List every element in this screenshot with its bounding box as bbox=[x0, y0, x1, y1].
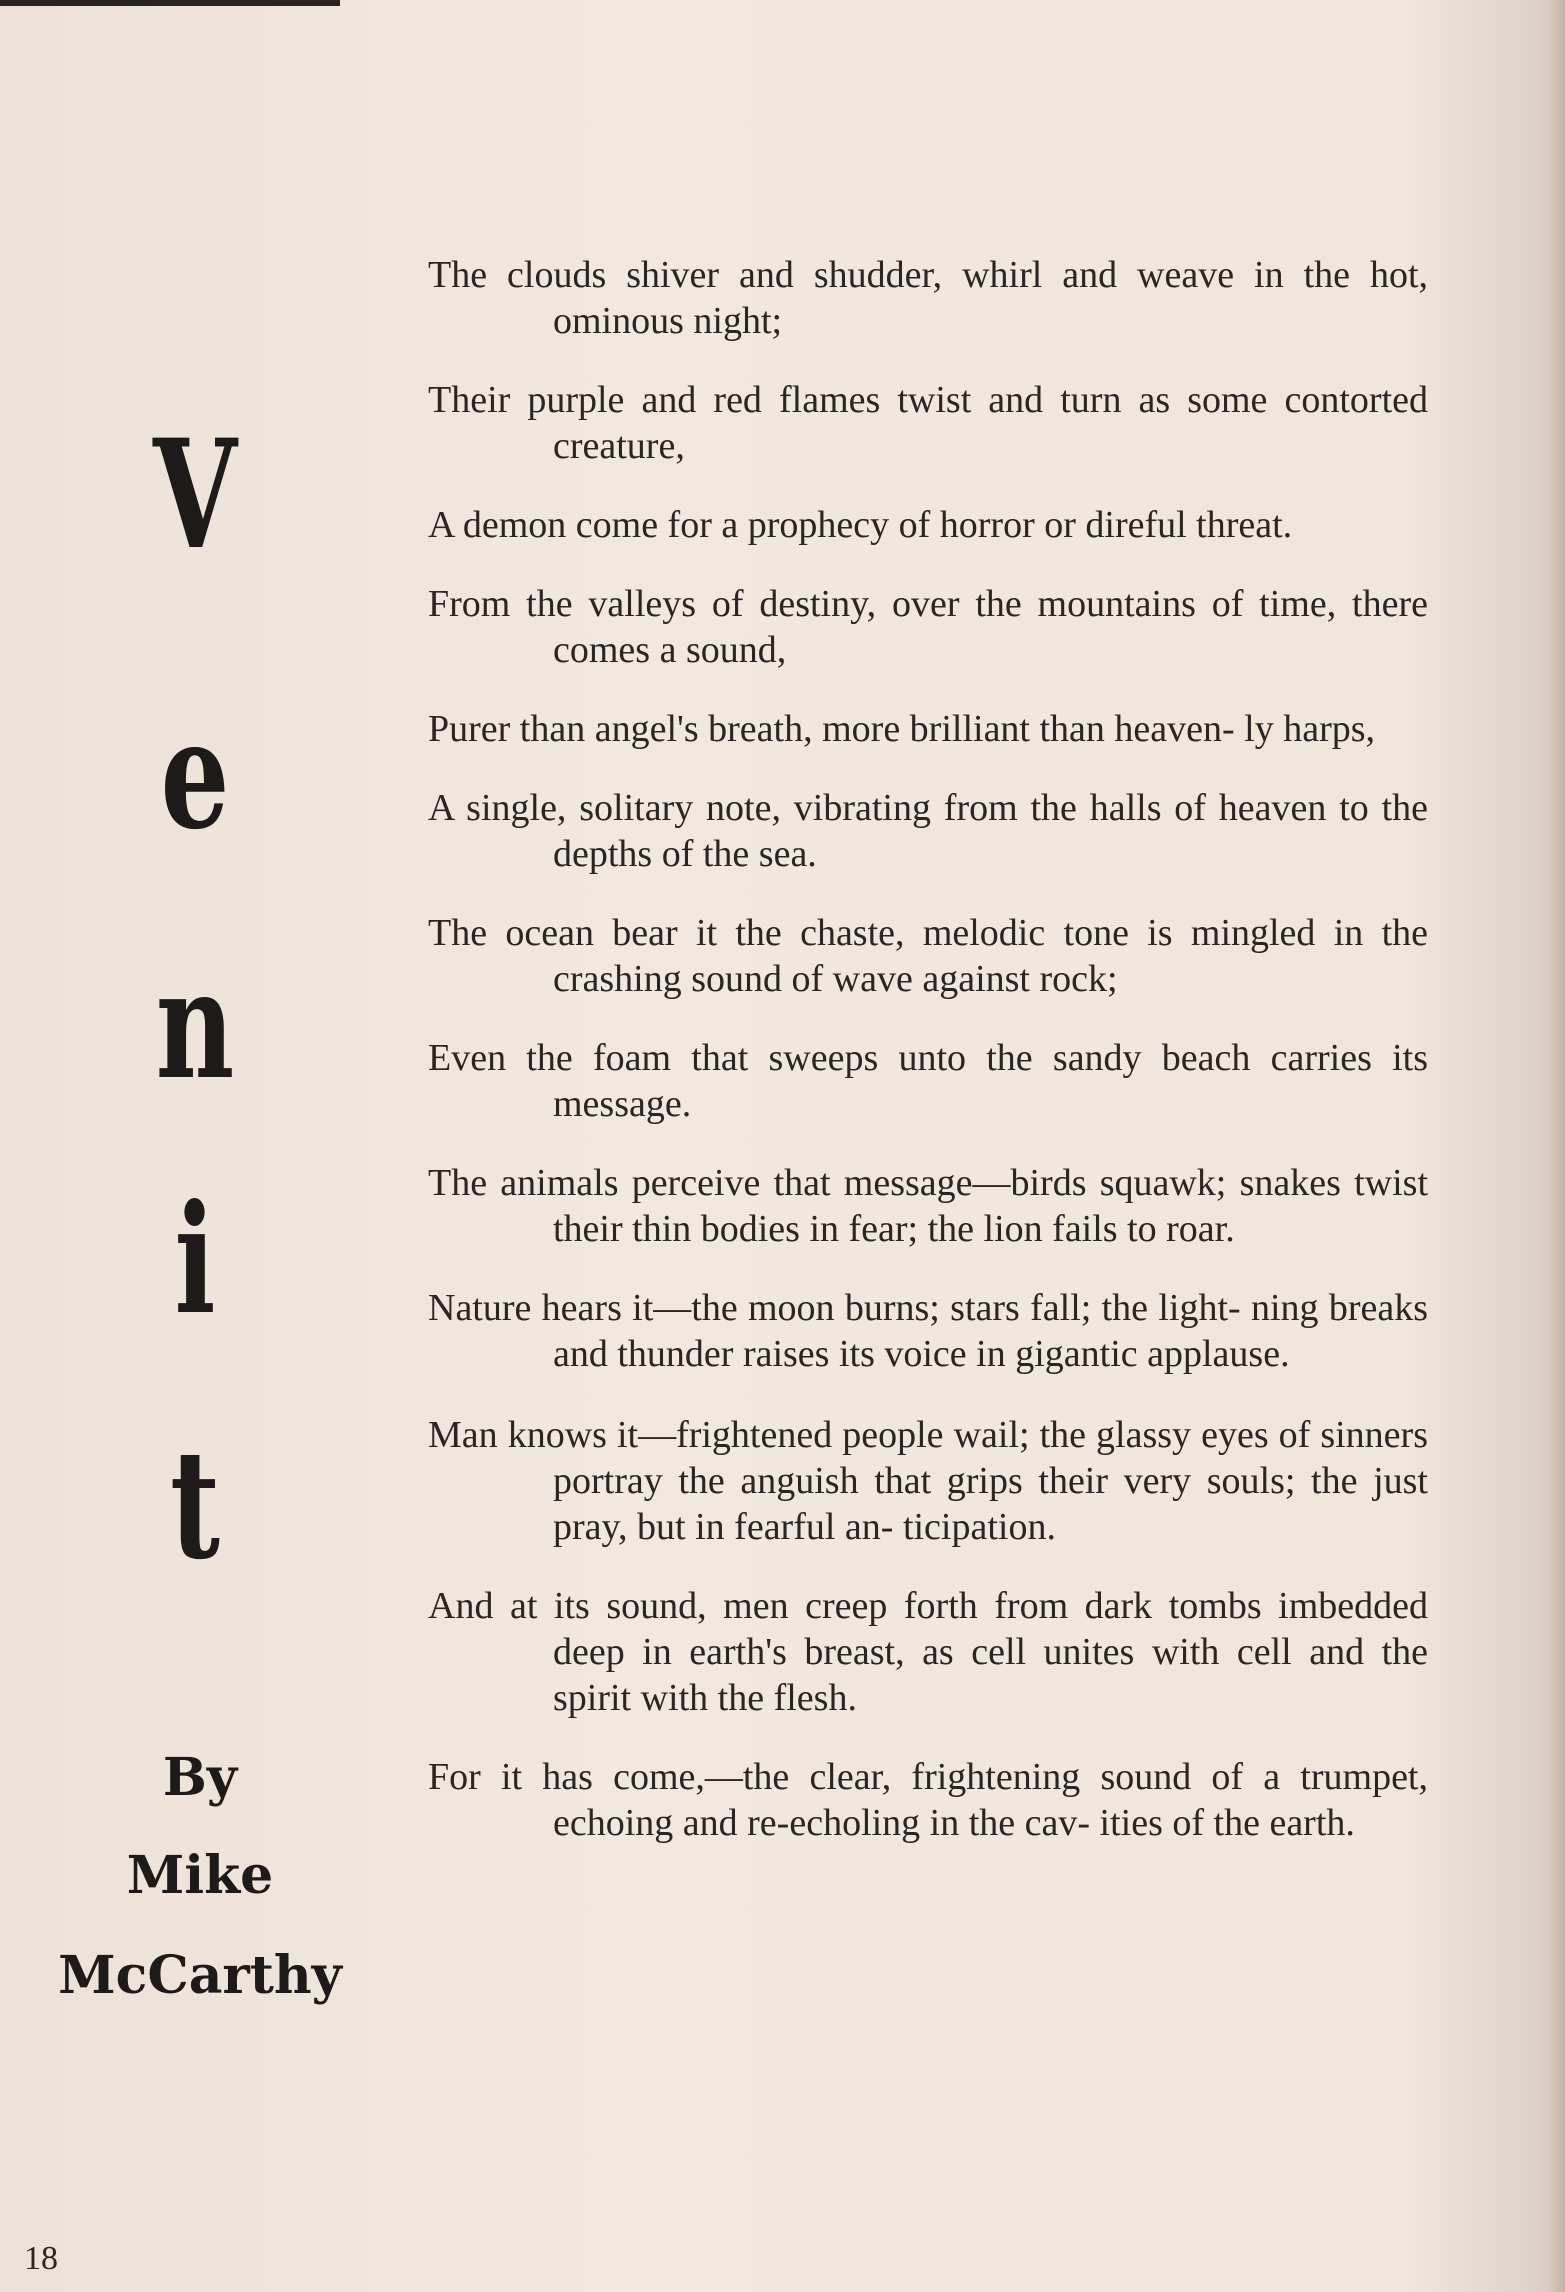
poem-stanza: Nature hears it—the moon burns; stars fall; the light- ning breaks and thunder raises its voice in gigantic applause. bbox=[428, 1287, 1428, 1375]
byline-by: By bbox=[162, 1747, 238, 1808]
page-edge-shadow bbox=[1547, 0, 1565, 2292]
poem-stanza: Their purple and red flames twist and turn as some contorted creature, bbox=[428, 379, 1428, 467]
author-last-name: McCarthy bbox=[58, 1945, 342, 2006]
poem-stanza: A single, solitary note, vibrating from the halls of heaven to the depths of the sea. bbox=[428, 787, 1428, 875]
page-number: 18 bbox=[24, 2240, 58, 2277]
poem-stanza: For it has come,—the clear, frightening sound of a trumpet, echoing and re-echoling in the cav- ities of the earth. bbox=[428, 1756, 1428, 1844]
author-first-name: Mike bbox=[126, 1845, 274, 1906]
poem-stanza: The clouds shiver and shudder, whirl and weave in the hot, ominous night; bbox=[428, 254, 1428, 342]
poem-stanza: A demon come for a prophecy of horror or direful threat. bbox=[428, 504, 1293, 546]
poem-stanza: Even the foam that sweeps unto the sandy beach carries its message. bbox=[428, 1037, 1428, 1125]
poem-stanza: Purer than angel's breath, more brilliant than heaven- ly harps, bbox=[428, 708, 1376, 750]
poem-stanza: Man knows it—frightened people wail; the glassy eyes of sinners portray the anguish that grips their very souls; the just pray, but in fearful an- ticipation. bbox=[428, 1414, 1428, 1548]
title-letter: t bbox=[170, 1417, 220, 1593]
title-letter: n bbox=[155, 937, 235, 1113]
title-letter: i bbox=[174, 1172, 216, 1348]
title-letter: e bbox=[160, 687, 230, 863]
poem-stanza: From the valleys of destiny, over the mountains of time, there comes a sound, bbox=[428, 583, 1428, 671]
poem-body bbox=[428, 252, 1428, 1879]
title-letter: V bbox=[153, 407, 237, 583]
poem-stanza: The animals perceive that message—birds squawk; snakes twist their thin bodies in fear; the lion fails to roar. bbox=[428, 1162, 1428, 1250]
poem-stanza: The ocean bear it the chaste, melodic tone is mingled in the crashing sound of wave against rock; bbox=[428, 912, 1428, 1000]
top-rule bbox=[0, 0, 340, 6]
poem-stanza: And at its sound, men creep forth from dark tombs imbedded deep in earth's breast, as cell unites with cell and the spirit with the flesh. bbox=[428, 1585, 1428, 1719]
